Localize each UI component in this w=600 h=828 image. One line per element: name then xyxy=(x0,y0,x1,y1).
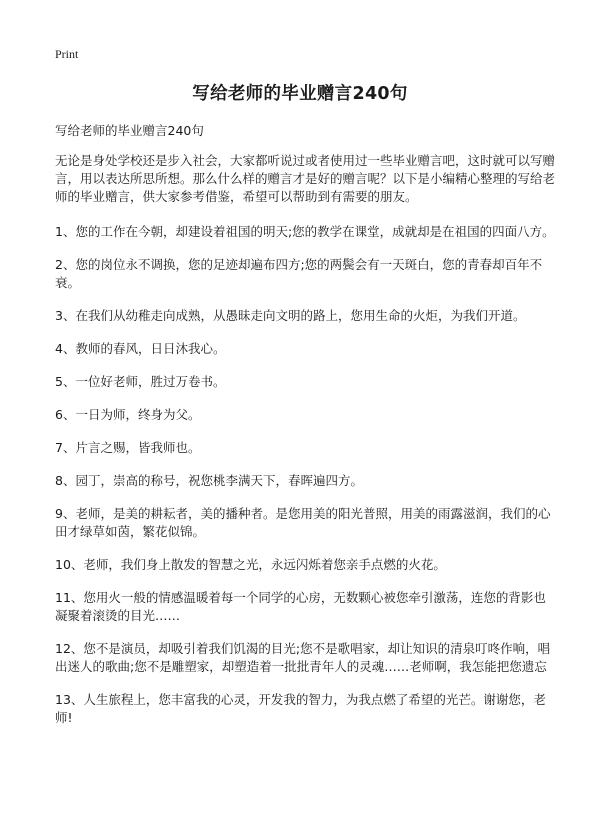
print-link[interactable]: Print xyxy=(55,47,79,61)
document-subtitle: 写给老师的毕业赠言240句 xyxy=(55,123,204,138)
list-item: 2、您的岗位永不调换，您的足迹却遍布四方;您的两鬓会有一天斑白，您的青春却百年不衰。 xyxy=(55,257,543,290)
list-item: 6、一日为师，终身为父。 xyxy=(55,407,201,422)
list-item: 8、园丁，崇高的称号，祝您桃李满天下，春晖遍四方。 xyxy=(55,473,363,488)
list-item: 5、一位好老师，胜过万卷书。 xyxy=(55,374,226,389)
list-item: 13、人生旅程上，您丰富我的心灵，开发我的智力，为我点燃了希望的光芒。谢谢您，老师! xyxy=(55,692,546,725)
list-item: 7、片言之赐，皆我师也。 xyxy=(55,440,201,455)
list-item: 11、您用火一般的情感温暖着每一个同学的心房，无数颗心被您牵引激荡，连您的背影也凝聚着滚烫的目光…… xyxy=(55,590,546,623)
list-item: 3、在我们从幼稚走向成熟，从愚昧走向文明的路上，您用生命的火炬，为我们开道。 xyxy=(55,308,526,323)
list-item: 1、您的工作在今朝，却建设着祖国的明天;您的教学在课堂，成就却是在祖国的四面八方。 xyxy=(55,224,555,239)
list-item: 4、教师的春风，日日沐我心。 xyxy=(55,341,226,356)
list-item: 12、您不是演员，却吸引着我们饥渴的目光;您不是歌唱家，却让知识的清泉叮咚作响，唱出迷人的歌曲;您不是雕塑家，却塑造着一批批青年人的灵魂……老师啊，我怎能把您遗忘 xyxy=(55,641,551,674)
list-item: 9、老师，是美的耕耘者，美的播种者。是您用美的阳光普照，用美的雨露滋润，我们的心田才绿草如茵，繁花似锦。 xyxy=(55,506,551,539)
document-body xyxy=(55,152,555,742)
list-item: 10、老师，我们身上散发的智慧之光，永远闪烁着您亲手点燃的火花。 xyxy=(55,557,446,572)
document-title: 写给老师的毕业赠言240句 xyxy=(192,84,408,104)
intro-paragraph: 无论是身处学校还是步入社会，大家都听说过或者使用过一些毕业赠言吧，这时就可以写赠言，用以表达所思所想。那么什么样的赠言才是好的赠言呢？以下是小编精心整理的写给老师的毕业赠言，供大家参考借鉴，希望可以帮助到有需要的朋友。 xyxy=(55,153,556,204)
